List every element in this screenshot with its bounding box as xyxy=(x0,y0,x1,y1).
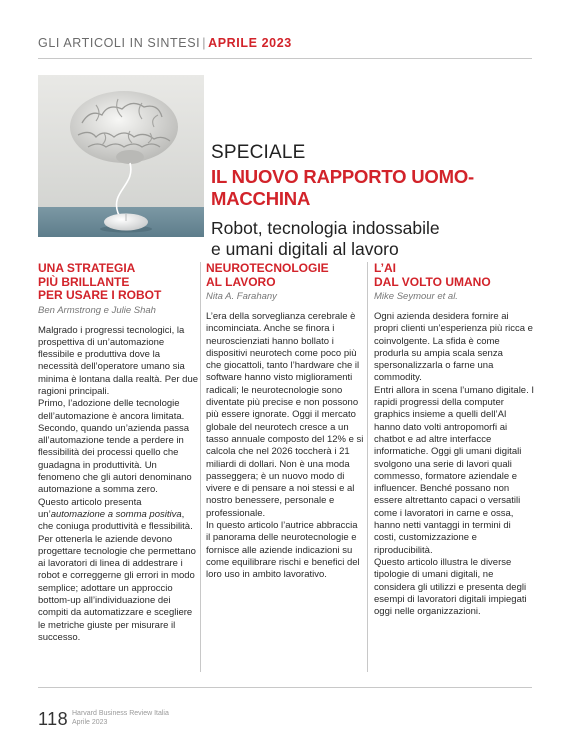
footer-divider xyxy=(38,687,532,688)
article-title xyxy=(38,262,198,303)
article-neurotech xyxy=(206,262,364,582)
article-author: Ben Armstrong e Julie Shah xyxy=(38,304,156,316)
article-title-line: AL LAVORO xyxy=(206,274,276,289)
article-paragraph: Entri allora in scena l’umano digitale. I rapidi progressi della computer graphics insieme a quelli dell’AI hanno dato volti antropomorfi ai chatbot e ad altre interfacce informatiche. Oggi gli umani digitali svolgono una serie di lavori quali commesso, formatore aziendale e influencer. Benché possano non essere altrettanto capaci o versatili come i lavoratori in carne e ossa, hanno netti vantaggi in termini di costi, customizzazione e riproducibilità. xyxy=(374,384,535,556)
article-title-line: NEUROTECNOLOGIE xyxy=(206,261,329,275)
header-separator: | xyxy=(202,36,207,50)
article-title-line: DAL VOLTO UMANO xyxy=(374,274,491,289)
issue-date: APRILE 2023 xyxy=(208,36,292,50)
special-feature-heading xyxy=(211,142,541,260)
article-title xyxy=(206,262,364,289)
article-title-line: UNA STRATEGIA xyxy=(38,261,136,275)
emphasis-text: automazione a somma positiva xyxy=(50,508,182,520)
header-divider xyxy=(38,58,532,59)
article-body xyxy=(206,311,364,582)
subtitle-line-2: e umani digitali al lavoro xyxy=(211,239,399,259)
article-body xyxy=(374,311,534,618)
article-paragraph: Malgrado i progressi tecnologici, la prospettiva di un’automazione flessibile e produttiva dove la necessità dell’operatore umano sia minima è lontana dalla realtà. Per due ragioni principali. xyxy=(38,324,199,397)
special-subtitle xyxy=(211,218,541,260)
column-divider xyxy=(200,262,201,672)
article-paragraph: Ogni azienda desidera fornire ai propri clienti un’esperienza più ricca e coinvolgente. La sfida è come produrla su ampia scala senza spersonalizzarla o farne una commodity. xyxy=(374,311,533,384)
page-number: 118 xyxy=(38,709,69,729)
article-title xyxy=(374,262,534,289)
article-title-line: PER USARE I ROBOT xyxy=(38,288,162,302)
article-body xyxy=(38,325,198,645)
article-robot-strategy xyxy=(38,262,198,644)
special-kicker: SPECIALE xyxy=(211,142,306,163)
article-paragraph: L’era della sorveglianza cerebrale è incominciata. Anche se finora i neuroscienziati hanno bollato i dispositivi neurotech come poco più che giocattoli, tanto l’hardware che il software hanno visto miglioramenti radicali; le neurotecnologie sono diventate più precise e non possono più essere ignorate. Oggi il mercato globale del neurotech cresce a un tasso annuale composto del 12% e si calcola che nel 2026 toccherà i 21 miliardi di dollari. Non è una moda passeggera; è un nuovo modo di vivere e di pensare a noi stessi e al nostro benessere, personale e professionale. xyxy=(206,311,364,519)
publication-name: Harvard Business Review Italia xyxy=(72,710,169,717)
subtitle-line-1: Robot, tecnologia indossabile xyxy=(211,218,440,238)
paragraph-text: Questo articolo presenta un’ xyxy=(38,496,142,520)
article-title-line: PIÙ BRILLANTE xyxy=(38,274,130,289)
footer-publication-info xyxy=(72,710,169,727)
article-digital-humans xyxy=(374,262,534,618)
brain-mouse-photo xyxy=(38,75,204,237)
article-paragraph xyxy=(38,497,198,645)
section-label: GLI ARTICOLI IN SINTESI xyxy=(38,36,201,50)
paragraph-text: , che coniuga produttività e flessibilità. Per ottenerla le aziende devono progettare tecnologie che permettano ai lavoratori di linea di addestrare i robot e correggerne gli errori in modo semplice; adottare un approccio bottom-up all’individuazione dei compiti da automatizzare e scegliere le metriche giuste per misurare il successo. xyxy=(38,508,196,643)
article-author: Mike Seymour et al. xyxy=(374,291,458,302)
article-paragraph: In questo articolo l’autrice abbraccia il panorama delle neurotecnologie e fornisce alle aziende indicazioni su come equilibrare rischi e benefici del loro uso in ambito lavorativo. xyxy=(206,520,360,581)
article-paragraph: Primo, l’adozione delle tecnologie dell’automazione è ancora limitata. Secondo, quando un’azienda passa all’automazione tende a perdere in flessibilità dei processi quello che guadagna in produttività. Un fenomeno che gli autori denominano automazione a somma zero. xyxy=(38,398,192,496)
article-title-line: L’AI xyxy=(374,261,397,275)
special-title: IL NUOVO RAPPORTO UOMO-MACCHINA xyxy=(211,166,474,209)
column-divider xyxy=(367,262,368,672)
section-header xyxy=(38,36,292,50)
article-paragraph: Questo articolo illustra le diverse tipologie di umani digitali, ne considera gli utilizzi e presenta degli esempi di lavoratori digitali impiegati oggi nelle organizzazioni. xyxy=(374,556,527,618)
article-author: Nita A. Farahany xyxy=(206,291,277,302)
issue-name: Aprile 2023 xyxy=(72,718,108,726)
